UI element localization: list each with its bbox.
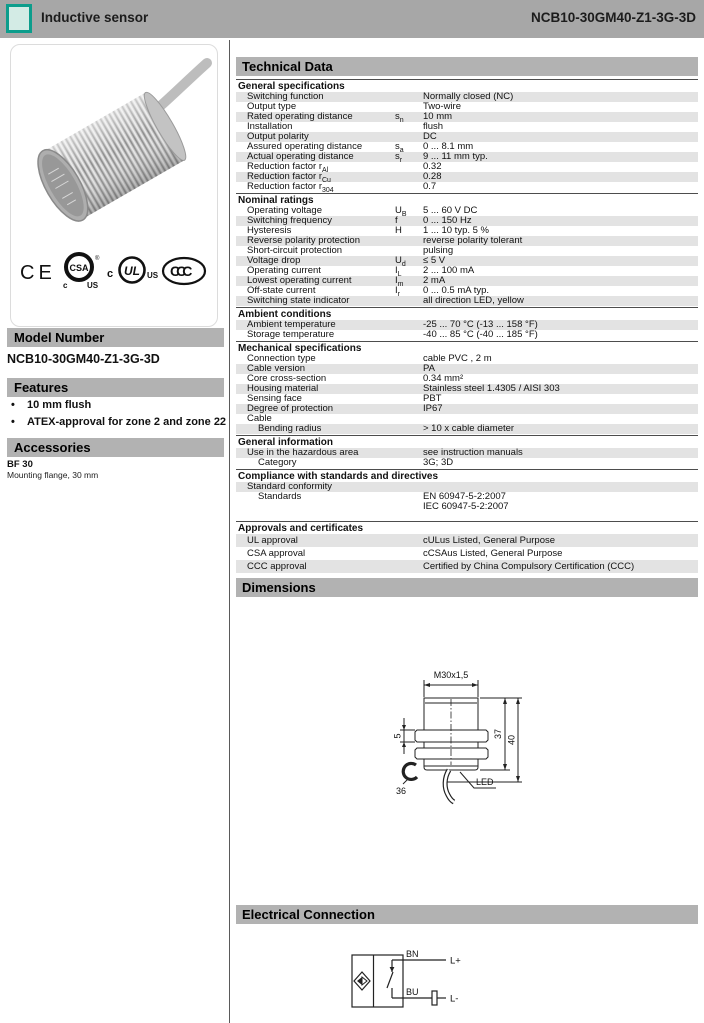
subsection-header: General specifications [236,79,698,92]
spec-row [236,92,698,102]
spec-label: Cable [247,413,272,424]
spec-symbol: $I_m$ [395,275,404,288]
sensor-body [28,88,192,229]
body-length-label: 37 [493,728,503,740]
spec-symbol: H [395,225,402,236]
spec-label: Ambient temperature [247,319,336,330]
ccc-mark-icon [160,255,210,287]
spec-label: Degree of protection [247,403,334,414]
spec-row [236,330,698,340]
dimensions-section-header: Dimensions [236,578,698,597]
spec-value: pulsing [423,245,454,256]
svg-text:CE: CE [20,262,56,284]
spec-label: CCC approval [247,560,307,572]
spec-value: 1 ... 10 typ. 5 % [423,225,490,236]
spec-value: 9 ... 11 mm typ. [423,151,488,162]
svg-text:c: c [62,281,68,290]
total-length-label: 40 [506,734,517,746]
spec-label: Reverse polarity protection [247,235,360,246]
spec-value: > 10 x cable diameter [423,423,515,434]
subsection-header: Approvals and certificates [236,521,698,534]
page-header [0,0,704,38]
spec-symbol: $U_B$ [395,205,407,218]
spec-value: 5 ... 60 V DC [423,205,478,216]
header-model-number: NCB10-30GM40-Z1-3G-3D [530,10,696,25]
spec-label: Off-state current [247,285,316,296]
spec-value: -25 ... 70 °C (-13 ... 158 °F) [423,319,538,330]
svg-text:US: US [86,281,98,290]
spec-label: Core cross-section [247,373,327,384]
svg-text:US: US [147,271,159,280]
wire-bu-label: BU [406,987,419,997]
spec-value: 0.32 [423,161,442,172]
spec-label: Standards [258,491,302,502]
feature-item: • ATEX-approval for zone 2 and zone 22 [7,416,226,429]
spec-value: reverse polarity tolerant [423,235,523,246]
spec-label: Switching state indicator [247,295,350,306]
dimension-drawing [388,664,548,809]
subsection-header: Nominal ratings [236,193,698,206]
l-minus-label: L- [450,993,459,1005]
spec-value: 0 ... 8.1 mm [423,141,474,152]
technical-data-table [236,78,698,573]
led-label: LED [476,777,494,787]
spec-value: cULus Listed, General Purpose [423,534,556,546]
spec-label: Cable version [247,363,306,374]
spec-label: Rated operating distance [247,111,353,122]
technical-data-section-header: Technical Data [236,57,698,76]
wire-bn-label: BN [406,949,419,959]
spec-symbol: $I_L$ [395,265,402,278]
spec-label: UL approval [247,534,298,546]
accessories-section-header: Accessories [7,438,224,457]
spec-symbol: $s_n$ [395,111,404,124]
spec-row [236,404,698,414]
thread-dimension-label: M30x1,5 [433,670,469,680]
spec-label: Hysteresis [247,225,292,236]
spec-row [236,246,698,256]
spec-symbol: f [395,215,398,226]
svg-text:CCC: CCC [169,263,189,279]
spec-value: 0 ... 150 Hz [423,215,472,226]
spec-label: Reduction factor $r_{Al}$ [247,161,329,174]
subsection-header: Compliance with standards and directives [236,469,698,482]
spec-label: Operating current [247,265,321,276]
spec-value: EN 60947-5-2:2007 IEC 60947-5-2:2007 [423,491,509,512]
spec-row [236,492,698,512]
spec-value: 10 mm [423,111,453,122]
spec-row [236,354,698,364]
spec-value: 3G; 3D [423,457,454,468]
subsection-header: Ambient conditions [236,307,698,320]
spec-value: PBT [423,393,442,404]
spec-symbol: $U_d$ [395,255,406,268]
spec-value: IP67 [423,403,443,414]
spec-value: 0.7 [423,181,437,192]
spec-row [236,296,698,306]
spec-value: Stainless steel 1.4305 / AISI 303 [423,383,560,394]
spec-symbol: $I_r$ [395,285,400,298]
spec-label: Bending radius [258,423,322,434]
sensor-cable [157,63,207,109]
electrical-connection-section-header: Electrical Connection [236,905,698,924]
brand-icon [6,4,32,33]
features-list [7,399,226,433]
spec-value: cable PVC , 2 m [423,353,492,364]
spec-value: Two-wire [423,101,462,112]
spec-label: Assured operating distance [247,141,363,152]
ce-mark-icon [18,256,56,286]
model-number-section-header: Model Number [7,328,224,347]
spec-value: Normally closed (NC) [423,91,514,102]
feature-item: • 10 mm flush [7,399,226,412]
spec-label: Output polarity [247,131,309,142]
spec-label: Standard conformity [247,481,333,492]
spec-label: CSA approval [247,547,306,559]
subsection-header: General information [236,435,698,448]
spec-label: Operating voltage [247,205,322,216]
spec-row [236,534,698,547]
spec-label: Connection type [247,353,316,364]
spec-label: Switching frequency [247,215,333,226]
spec-label: Sensing face [247,393,302,404]
spec-label: Storage temperature [247,329,335,340]
spec-row [236,448,698,458]
spec-value: 0.28 [423,171,442,182]
spec-label: Actual operating distance [247,151,354,162]
spec-value: flush [423,121,444,132]
model-number-value: NCB10-30GM40-Z1-3G-3D [7,352,160,366]
spec-value: 2 ... 100 mA [423,265,475,276]
spec-value: 2 mA [423,275,446,286]
subsection-header: Mechanical specifications [236,341,698,354]
product-type-title: Inductive sensor [41,10,149,25]
ul-mark-icon [105,255,159,287]
spec-value: cCSAus Listed, General Purpose [423,547,563,559]
spec-row [236,182,698,192]
spec-label: Short-circuit protection [247,245,343,256]
svg-text:c: c [107,268,114,280]
spec-label: Installation [247,121,293,132]
spec-value: DC [423,131,437,142]
spec-value: ≤ 5 V [423,255,446,266]
spec-value: all direction LED, yellow [423,295,524,306]
spec-label: Lowest operating current [247,275,352,286]
spec-label: Output type [247,101,297,112]
spec-row [236,458,698,468]
spec-value: -40 ... 85 °C (-40 ... 185 °F) [423,329,538,340]
spec-value: PA [423,363,435,374]
csa-mark-icon [57,250,105,292]
column-separator [229,40,230,1023]
spec-label: Reduction factor $r_{Cu}$ [247,171,331,184]
spec-row [236,384,698,394]
certification-marks [10,246,218,296]
electrical-connection-diagram [336,946,476,1016]
nut-thickness-label: 5 [392,733,403,739]
svg-text:UL: UL [124,264,141,278]
spec-row [236,547,698,560]
spec-label: Reduction factor $r_{304}$ [247,181,334,194]
wrench-size-label: 36 [396,786,407,796]
spec-value: 0.34 mm² [423,373,464,384]
spec-row [236,112,698,122]
spec-symbol: $s_r$ [395,151,403,164]
accessory-description: Mounting flange, 30 mm [7,470,99,480]
spec-row [236,424,698,434]
spec-value: 0 ... 0.5 mA typ. [423,285,490,296]
l-plus-label: L+ [450,955,461,967]
section-gap [236,512,698,520]
spec-label: Housing material [247,383,319,394]
spec-value: Certified by China Compulsory Certification (CCC) [423,560,635,572]
spec-symbol: $s_a$ [395,141,404,154]
accessory-name: BF 30 [7,459,33,470]
svg-text:CSA: CSA [69,263,89,273]
spec-label: Category [258,457,297,468]
product-photo [15,57,213,237]
features-section-header: Features [7,378,224,397]
spec-label: Voltage drop [247,255,301,266]
spec-label: Use in the hazardous area [247,447,359,458]
spec-value: see instruction manuals [423,447,523,458]
spec-row [236,560,698,573]
svg-text:®: ® [94,256,100,262]
spec-label: Switching function [247,91,324,102]
